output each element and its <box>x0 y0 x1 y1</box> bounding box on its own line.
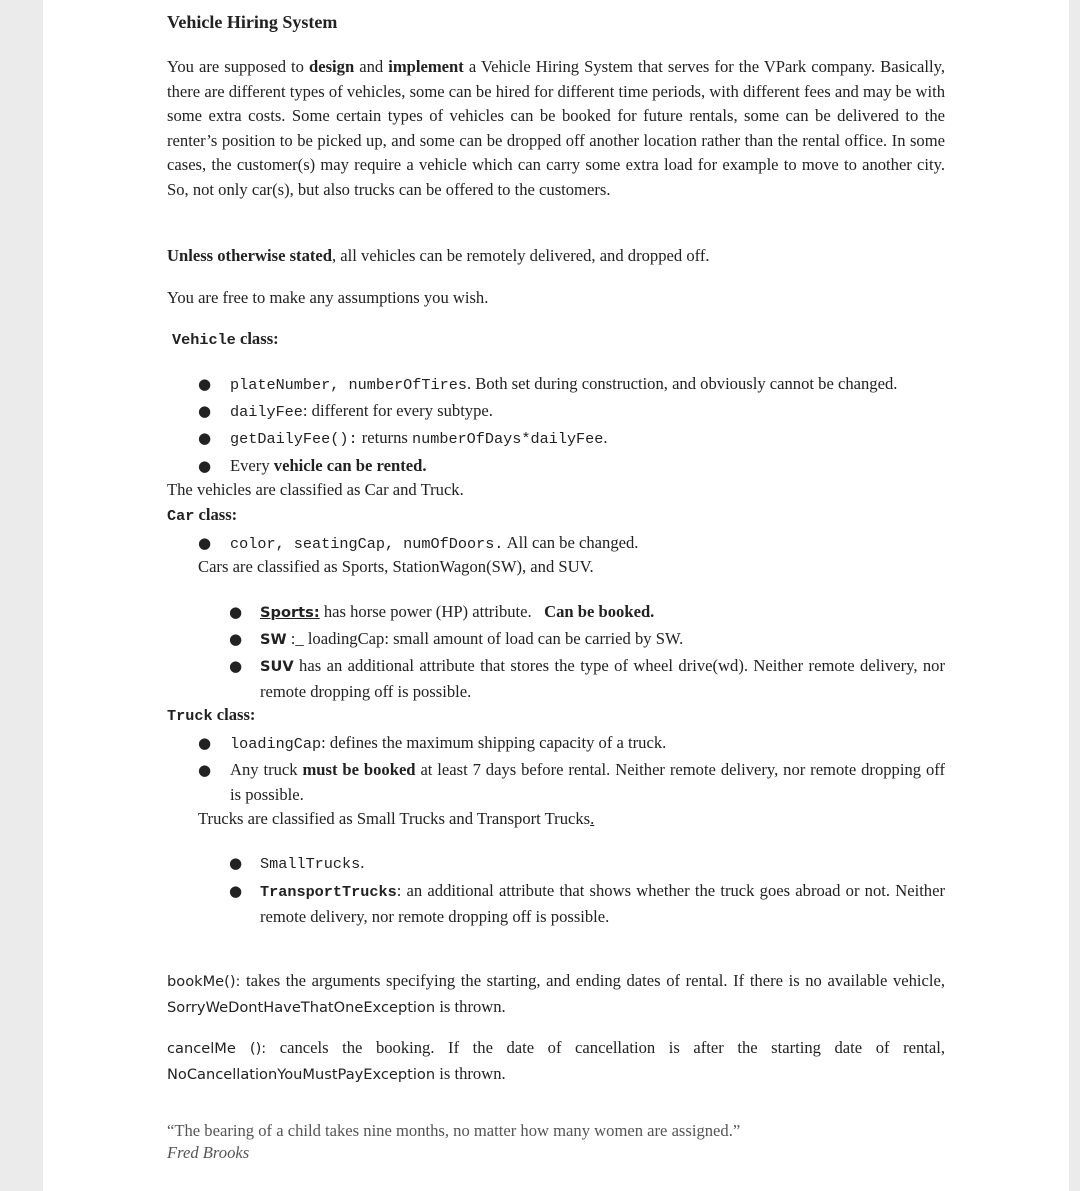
car-attrs: color, seatingCap, numOfDoors. All can be changed. <box>230 533 639 553</box>
quote-text: “The bearing of a child takes nine months, no matter how many women are assigned.” <box>167 1121 741 1140</box>
bullet-icon: ● <box>229 630 243 648</box>
truck-small: SmallTrucks. <box>260 853 365 873</box>
bullet-icon: ● <box>229 854 243 872</box>
bookme-description: bookMe(): takes the arguments specifying the starting, and ending dates of rental. If there is no available vehicle, SorryWeDontHaveThatOneException is thrown. <box>167 971 945 1016</box>
car-classification: Cars are classified as Sports, StationWagon(SW), and SUV. <box>198 557 594 576</box>
truck-loadingcap: loadingCap: defines the maximum shipping capacity of a truck. <box>230 733 667 753</box>
truck-classification: Trucks are classified as Small Trucks and Transport Trucks. <box>198 809 595 828</box>
truck-booking-rule: Any truck must be booked at least 7 days before rental. Neither remote delivery, nor remote dropping off is possible. <box>230 760 945 804</box>
bullet-icon: ● <box>198 761 212 779</box>
bullet-icon: ● <box>229 603 243 621</box>
truck-class-heading: Truck class: <box>167 705 256 725</box>
vehicle-method-getdailyfee: getDailyFee(): returns numberOfDays*dailyFee. <box>230 428 608 448</box>
vehicle-class-heading: Vehicle class: <box>172 329 279 349</box>
car-sports: Sports: has horse power (HP) attribute. Can be booked. <box>260 602 655 621</box>
car-sw: SW :_ loadingCap: small amount of load can be carried by SW. <box>260 629 684 648</box>
bullet-icon: ● <box>229 882 243 900</box>
intro-paragraph: You are supposed to design and implement a Vehicle Hiring System that serves for the VPark company. Basically, there are different types of vehicles, some can be hired for different time periods, with different fees and may be with some extra costs. Some certain types of vehicles can be booked for future rentals, some can be delivered to the renter’s position to be picked up, and some can be dropped off another location rather than the rental office. In some cases, the customer(s) may require a vehicle which can carry some extra load for example to move to another city. So, not only car(s), but also trucks can be offered to the customers. <box>167 57 945 199</box>
vehicle-attr-dailyfee: dailyFee: different for every subtype. <box>230 401 493 421</box>
cancelme-description: cancelMe (): cancels the booking. If the date of cancellation is after the starting date of rental, NoCancellationYouMustPayException is thrown. <box>167 1038 945 1083</box>
bullet-icon: ● <box>198 734 212 752</box>
car-class-heading: Car class: <box>167 505 238 525</box>
bullet-icon: ● <box>198 429 212 447</box>
bullet-icon: ● <box>198 375 212 393</box>
vehicle-classification: The vehicles are classified as Car and Truck. <box>167 480 464 499</box>
car-suv: SUV has an additional attribute that stores the type of wheel drive(wd). Neither remote delivery, nor remote dropping off is possible. <box>260 656 945 701</box>
bullet-icon: ● <box>198 534 212 552</box>
bullet-icon: ● <box>198 402 212 420</box>
bullet-icon: ● <box>229 657 243 675</box>
vehicle-attr-plate: plateNumber, numberOfTires. Both set during construction, and obviously cannot be changed. <box>230 374 898 394</box>
bullet-icon: ● <box>198 457 212 475</box>
document-title: Vehicle Hiring System <box>167 12 338 32</box>
truck-transport: TransportTrucks: an additional attribute that shows whether the truck goes abroad or not. Neither remote delivery, nor remote dropping off is possible. <box>260 881 945 926</box>
vehicle-rentable-note: Every vehicle can be rented. <box>230 456 427 475</box>
quote-author: Fred Brooks <box>167 1143 250 1162</box>
remote-delivery-note: Unless otherwise stated, all vehicles can be remotely delivered, and dropped off. <box>167 246 710 265</box>
assumptions-note: You are free to make any assumptions you wish. <box>167 288 489 307</box>
